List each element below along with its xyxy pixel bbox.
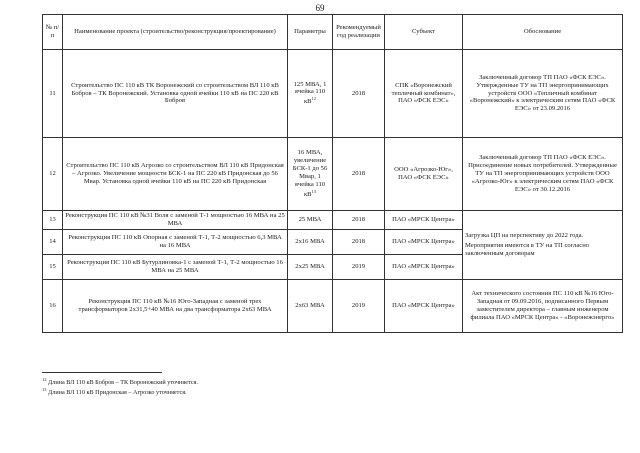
cell-params: 2х16 МВА — [288, 230, 333, 255]
cell-year: 2018 — [333, 138, 385, 211]
cell-year: 2019 — [333, 255, 385, 280]
cell-name: Реконструкция ПС 110 кВ Бутурлиновка-1 с заменой Т-1, Т-2 мощностью 16 МВА на 25 МВА — [63, 255, 288, 280]
cell-num: 11 — [43, 50, 63, 138]
cell-name: Строительство ПС 110 кВ ТК Воронежский со строительством ВЛ 110 кВ Бобров – ТК Воронежский. Установка одной ячейки 110 кВ на ПС 220 кВ Бобров — [63, 50, 288, 138]
footnote-ref: 12 — [311, 96, 317, 102]
cell-num: 15 — [43, 255, 63, 280]
cell-params: 125 МВА, 1 ячейка 110 $кВ^{12}$ — [288, 50, 333, 138]
header-params: Параметры — [288, 15, 333, 50]
footnote-ref: 13 — [311, 188, 317, 194]
cell-num: 16 — [43, 280, 63, 333]
header-reason: Обоснование — [463, 15, 623, 50]
cell-year: 2019 — [333, 280, 385, 333]
cell-subject: ПАО «МРСК Центра» — [385, 255, 463, 280]
cell-year: 2018 — [333, 50, 385, 138]
cell-params: 2х63 МВА — [288, 280, 333, 333]
table-row — [43, 50, 623, 138]
cell-reason: Заключенный договор ТП ПАО «ФСК ЕЭС». Присоединение новых потребителей. Утвержденные ТУ на ТП энергопринимающих устройств ООО «Агрозко-Юг» к электрическим сетям ПАО «ФСК ЕЭС» от 30.12.2016 — [463, 138, 623, 211]
cell-num: 12 — [43, 138, 63, 211]
merged-reason-line2: Мероприятия имеются в ТУ на ТП согласно заключенным договорам — [465, 242, 590, 257]
merged-reason-line1: Загрузка ЦП на перспективу до 2022 года. — [465, 232, 584, 240]
projects-table — [42, 14, 623, 333]
cell-reason: Акт технического состояния ПС 110 кВ №16 Юго-Западная от 09.09.2016, подписанного Первым заместителем директора – главным инженером филиала ПАО «МРСК Центра» - «Воронежэнерго» — [463, 280, 623, 333]
table-row — [43, 138, 623, 211]
footnote-divider — [42, 372, 162, 373]
cell-name: Реконструкция ПС 110 кВ №16 Юго-Западная с заменой трех трансформаторов 2х31,5+40 МВА на два трансформатора 2х63 МВА — [63, 280, 288, 333]
cell-year: 2018 — [333, 230, 385, 255]
cell-name: Реконструкция ПС 110 кВ Опорная с заменой Т-1, Т-2 мощностью 6,3 МВА на 16 МВА — [63, 230, 288, 255]
table-row — [43, 280, 623, 333]
cell-reason: Заключенный договор ТП ПАО «ФСК ЕЭС». Утвержденные ТУ на ТП энергопринимающих устройств ООО «Тепличный комбинат «Воронежский» к электрическим сетям ПАО «ФСК ЕЭС» от 23.09.2016 — [463, 50, 623, 138]
cell-subject: СПК «Воронежский тепличный комбинат», ПАО «ФСК ЕЭС» — [385, 50, 463, 138]
footnotes — [42, 372, 622, 398]
cell-params: 2х25 МВА — [288, 255, 333, 280]
header-name: Наименование проекта (строительство/реконструкция/проектирование) — [63, 15, 288, 50]
cell-num: 14 — [43, 230, 63, 255]
cell-name: Реконструкция ПС 110 кВ №31 Воля с заменой Т-1 мощностью 16 МВА на 25 МВА — [63, 211, 288, 230]
cell-params: 25 МВА — [288, 211, 333, 230]
header-num: № п/п — [43, 15, 63, 50]
cell-name: Строительство ПС 110 кВ Агрозко со строительством ВЛ 110 кВ Придонская – Агрозко. Увеличение мощности БСК-1 на ПС 220 кВ Придонская до 56 Мвар. Установка одной ячейки 110 кВ на ПС 220 кВ Придонская — [63, 138, 288, 211]
cell-year: 2018 — [333, 211, 385, 230]
header-subject: Субъект — [385, 15, 463, 50]
cell-reason-merged — [463, 211, 623, 280]
cell-num: 13 — [43, 211, 63, 230]
header-year: Рекомендуемый год реализации — [333, 15, 385, 50]
cell-subject: ПАО «МРСК Центра» — [385, 280, 463, 333]
cell-params: 16 МВА, увеличение БСК-1 до 56 Мвар, 1 ячейка 110 $кВ^{13}$ — [288, 138, 333, 211]
cell-subject: ООО «Агрозко-Юг», ПАО «ФСК ЕЭС» — [385, 138, 463, 211]
table-row — [43, 211, 623, 230]
cell-subject: ПАО «МРСК Центра» — [385, 211, 463, 230]
cell-subject: ПАО «МРСК Центра» — [385, 230, 463, 255]
table-header-row — [43, 15, 623, 50]
page-number: 69 — [315, 3, 325, 13]
footnote-item: $^{12}$ Длина ВЛ 110 кВ Бобров – ТК Воронежский уточняется. — [42, 377, 198, 387]
footnote-item: $^{13}$ Длина ВЛ 110 кВ Придонская – Агрозко уточняется. — [42, 387, 187, 397]
